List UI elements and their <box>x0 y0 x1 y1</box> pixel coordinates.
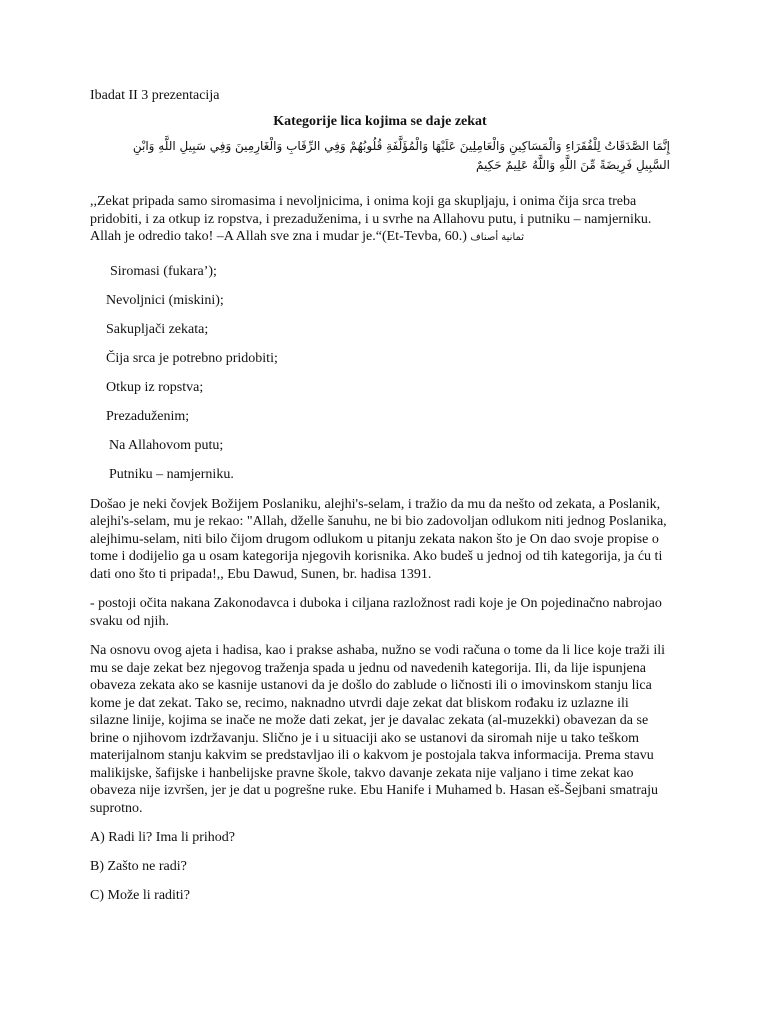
document-page <box>90 87 670 916</box>
category-item: Otkup iz ropstva; <box>106 379 204 395</box>
document-title: Kategorije lica kojima se daje zekat <box>273 114 487 129</box>
hadith-paragraph: Došao je neki čovjek Božijem Poslaniku, alejhi's-selam, i tražio da mu da nešto od zekata, a Poslanik, alejhi's-selam, mu je rekao: "Allah, dželle šanuhu, ne bi bio zadovoljan odlukom niti jednog Poslanika, alejhimu-selam, niti bilo čijom drugom odlukom u pitanju zekata nakon što je On dao svoje propise o tome i dodijelio ga u osam kategorija njegovih korisnika. Ako budeš u jednoj od tih kategorija, ja ću ti dati ono što ti pripada!,, Ebu Dawud, Sunen, br. hadisa 1391. <box>90 496 667 582</box>
question-c: C) Može li raditi? <box>90 888 190 903</box>
question-b: B) Zašto ne radi? <box>90 859 187 874</box>
category-item: Čija srca je potrebno pridobiti; <box>106 350 278 366</box>
arabic-verse: إِنَّمَا الصَّدَقَاتُ لِلْفُقَرَاءِ وَالْمَسَاكِينِ وَالْعَامِلِينَ عَلَيْهَا وَالْمُؤَلَّفَةِ قُلُوبُهُمْ وَفِي الرِّقَابِ وَالْغَارِمِينَ وَفِي سَبِيلِ اللَّهِ وَابْنِ السَّبِيلِ فَرِيضَةً مِّنَ اللَّهِ وَاللَّهُ عَلِيمٌ حَكِيمٌ <box>132 139 670 172</box>
translation-arabic-note: ثمانية أصناف <box>470 232 525 243</box>
category-item: Na Allahovom putu; <box>109 437 224 453</box>
category-item: Nevoljnici (miskini); <box>106 292 224 308</box>
basis-paragraph: Na osnovu ovog ajeta i hadisa, kao i prakse ashaba, nužno se vodi računa o tome da li lice koje traži ili mu se daje zekat bez njegovog traženja spada u jednu od navedenih kategorija. Ili, da lije ispunjena obaveza zekata ako se kasnije ustanovi da je došlo do zablude o ličnosti ili o imovinskom stanju lica kome je dat zekat. Tako se, recimo, naknadno utvrdi daje zekat dat bliskom rođaku iz uzlazne ili silazne linije, kojima se inače ne može dati zekat, jer je davalac zekata (al-muzekki) obavezan da se brine o njihovom izdržavanju. Slično je i u situaciji ako se ustanovi da siromah nije u tako teškom materijalnom stanju kakvim se predstavljao ili o kakvom je postojala takva informacija. Prema stavu malikijske, šafijske i hanbelijske pravne škole, takvo davanje zekata nije valjano i time zekat kao obaveza nije izvršen, jer je dat u pogrešne ruke. Ebu Hanife i Muhamed b. Hasan eš-Šejbani smatraju suprotno. <box>90 643 665 816</box>
question-a: A) Radi li? Ima li prihod? <box>90 830 236 845</box>
category-item: Sakupljači zekata; <box>106 321 209 337</box>
verse-translation <box>90 193 670 247</box>
document-header: Ibadat II 3 prezentacija <box>90 88 220 103</box>
category-list <box>90 263 670 484</box>
category-item: Siromasi (fukara’); <box>110 263 217 279</box>
intent-paragraph: - postoji očita nakana Zakonodavca i duboka i ciljana razložnost radi koje je On pojedinačno nabrojao svaku od njih. <box>90 596 662 629</box>
category-item: Putniku – namjerniku. <box>109 466 234 482</box>
translation-text: ,,Zekat pripada samo siromasima i nevoljnicima, i onima koji ga skupljaju, i onima čija srca treba pridobiti, i za otkup iz ropstva, i prezaduženima, i u svrhe na Allahovu putu, i putniku – namjerniku. Allah je odredio tako! –A Allah sve zna i mudar je.“(Et-Tevba, 60.) <box>90 194 652 244</box>
category-item: Prezaduženim; <box>106 408 190 424</box>
